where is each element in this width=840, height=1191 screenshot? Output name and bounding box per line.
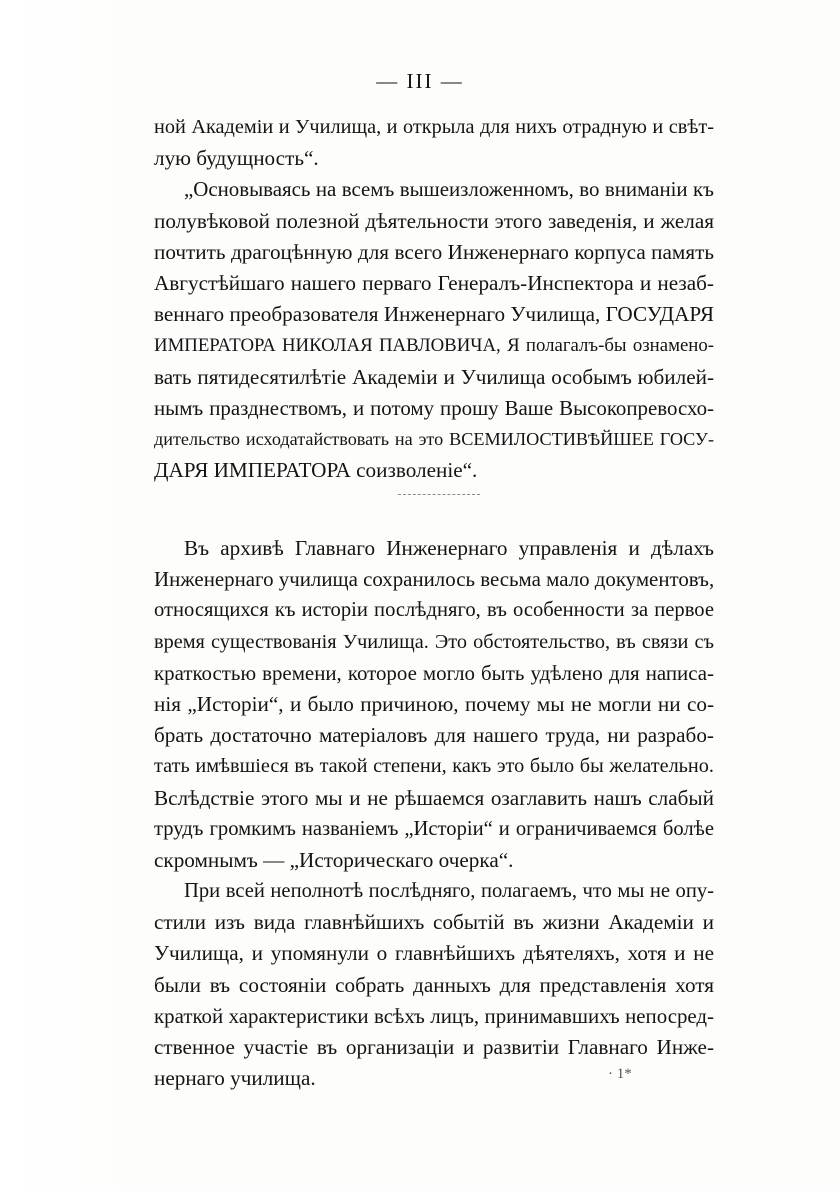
text-line: Училища, и упомянули о главнѣйшихъ дѣятеляхъ, хотя и не <box>154 941 714 966</box>
text-line: Инженернаго училища сохранилось весьма мало документовъ, <box>154 567 715 592</box>
text-line: были въ состояніи собрать данныхъ для представленія хотя <box>154 972 714 997</box>
quoted-paragraph-block <box>154 112 714 486</box>
signature-mark: · 1* <box>608 1066 632 1082</box>
text-line: веннаго преобразователя Инженернаго Училища, ГОСУДАРЯ <box>154 302 714 327</box>
text-line: вать пятидесятилѣтіе Академіи и Училища особымъ юбилей- <box>154 364 714 389</box>
text-line: скромнымъ — „Историческаго очерка“. <box>154 847 514 872</box>
text-line: трудъ громкимъ названіемъ „Исторіи“ и ограничиваемся болѣе <box>154 817 714 840</box>
preface-paragraph-block <box>154 533 714 1094</box>
text-line: ственное участіе въ организаціи и развитіи Главнаго Инже- <box>154 1035 714 1059</box>
text-line: нернаго училища. <box>154 1066 316 1091</box>
text-line: Въ архивѣ Главнаго Инженернаго управленія и дѣлахъ <box>184 536 714 560</box>
text-line: ДАРЯ ИМПЕРАТОРА соизволеніе“. <box>154 458 478 483</box>
text-line: нія „Исторіи“, и было причиною, почему мы не могли ни со- <box>154 691 714 716</box>
text-line: Вслѣдствіе этого мы и не рѣшаемся озаглавить нашъ слабый <box>154 785 714 810</box>
scan-margin <box>0 0 140 1191</box>
text-line: брать достаточно матеріаловъ для нашего труда, ни разрабо- <box>154 723 714 748</box>
text-line: ИМПЕРАТОРА НИКОЛАЯ ПАВЛОВИЧА, Я полагалъ-бы ознаменo- <box>154 335 714 357</box>
text-line: Августѣйшаго нашего перваго Генералъ-Инспектора и незаб- <box>154 270 714 295</box>
section-divider <box>398 494 480 495</box>
text-line: краткостью времени, которое могло быть удѣлено для написа- <box>154 660 714 685</box>
text-line: ной Академіи и Училища, и открыла для нихъ отрадную и свѣт- <box>154 116 714 138</box>
text-line: При всей неполнотѣ послѣдняго, полагаемъ, что мы не опу- <box>184 880 714 903</box>
text-line: нымъ празднествомъ, и потому прошу Ваше Высокопревосхо- <box>154 395 714 420</box>
text-line: относящихся къ исторіи послѣдняго, въ особенности за первое <box>154 599 714 622</box>
page-number-header: — III — <box>376 69 464 93</box>
text-line: „Основываясь на всемъ вышеизложенномъ, во вниманіи къ <box>184 177 714 202</box>
text-line: время существованія Училища. Это обстоятельство, въ связи съ <box>154 630 714 653</box>
text-line: лую будущность“. <box>154 146 319 171</box>
text-line: дительство исходатайствовать на это ВСЕМИЛОСТИВѢЙШЕЕ ГОСУ- <box>154 428 714 449</box>
text-line: полувѣковой полезной дѣятельности этого заведенія, и желая <box>154 208 714 233</box>
text-line: стили изъ вида главнѣйшихъ событій въ жизни Академіи и <box>154 910 714 935</box>
text-line: краткой характеристики всѣхъ лицъ, принимавшихъ непосред- <box>154 1003 714 1028</box>
text-line: почтить драгоцѣнную для всего Инженернаго корпуса память <box>154 239 714 264</box>
text-line: тать имѣвшіеся въ такой степени, какъ это было бы желательно. <box>154 755 714 778</box>
